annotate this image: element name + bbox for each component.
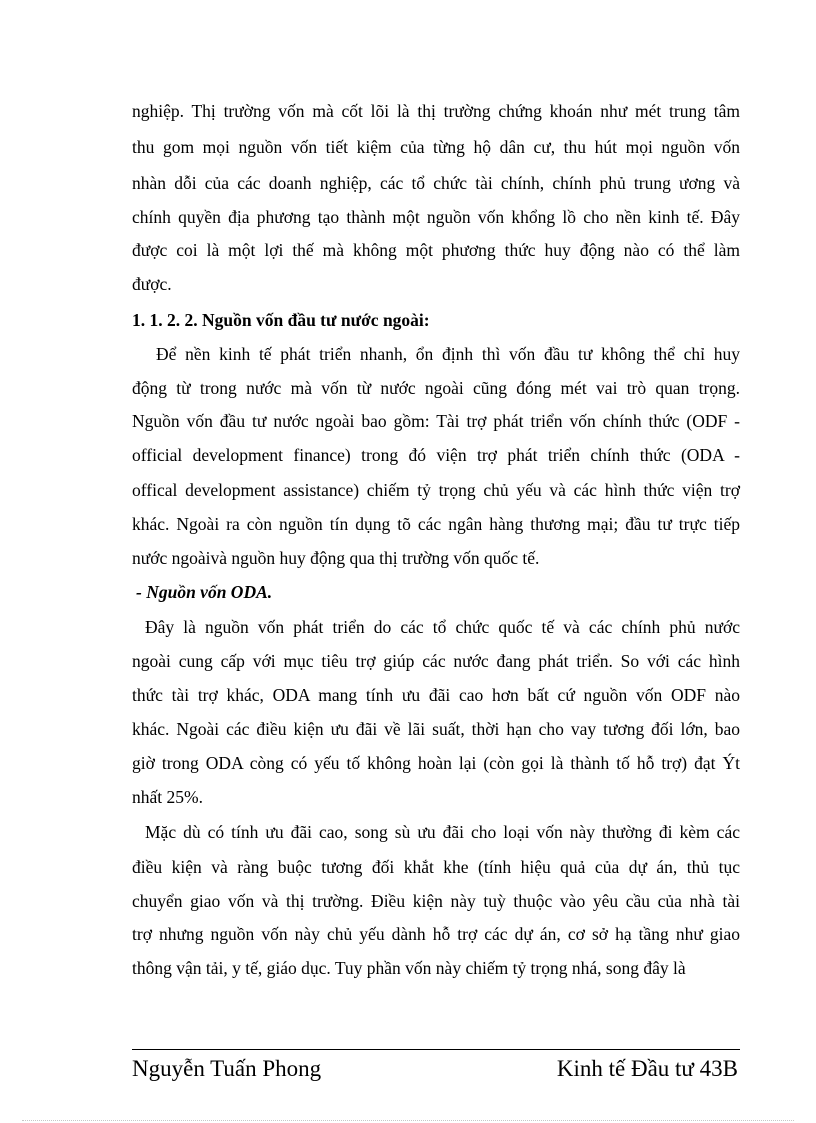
text-line: được coi là một lợi thế mà không một phương thức huy động nào có thể làm xyxy=(132,240,740,260)
subheading-oda: - Nguồn vốn ODA. xyxy=(136,582,273,602)
footer-divider xyxy=(132,1049,740,1050)
text-line: thức tài trợ khác, ODA mang tính ưu đãi cao hơn bất cứ nguồn vốn ODF nào xyxy=(132,685,740,705)
text-line: thu gom mọi nguồn vốn tiết kiệm của từng hộ dân cư, thu hút mọi nguồn vốn xyxy=(132,137,740,157)
text-line: nhàn dỗi của các doanh nghiệp, các tổ chức tài chính, chính phủ trung ương và xyxy=(132,173,740,193)
text-line: chuyển giao vốn và thị trường. Điều kiện này tuỳ thuộc vào yêu cầu của nhà tài xyxy=(132,891,740,911)
text-line: official development finance) trong đó viện trợ phát triển chính thức (ODA - xyxy=(132,445,740,465)
text-line: ngoài cung cấp với mục tiêu trợ giúp các nước đang phát triển. So với các hình xyxy=(132,651,740,671)
text-line: Nguồn vốn đầu tư nước ngoài bao gồm: Tài trợ phát triển vốn chính thức (ODF - xyxy=(132,411,740,431)
text-line: được. xyxy=(132,274,172,294)
text-line: điều kiện và ràng buộc tương đối khắt khe (tính hiệu quả của dự án, thủ tục xyxy=(132,857,740,877)
text-line: động từ trong nước mà vốn từ nước ngoài cũng đóng mét vai trò quan trọng. xyxy=(132,378,740,398)
footer-class: Kinh tế Đầu tư 43B xyxy=(556,1056,738,1081)
text-line: khác. Ngoài ra còn nguồn tín dụng tõ các ngân hàng thương mại; đầu tư trực tiếp xyxy=(132,514,740,534)
text-line: Mặc dù có tính ưu đãi cao, song sù ưu đãi cho loại vốn này thường đi kèm các xyxy=(145,822,740,842)
text-line: Đây là nguồn vốn phát triển do các tổ chức quốc tế và các chính phủ nước xyxy=(145,617,740,637)
page-edge-divider xyxy=(22,1120,794,1121)
text-line: nước ngoàivà nguồn huy động qua thị trường vốn quốc tế. xyxy=(132,548,540,568)
text-line: trợ nhưng nguồn vốn này chủ yếu dành hỗ trợ các dự án, cơ sở hạ tầng như giao xyxy=(132,924,740,944)
text-line: giờ trong ODA còng có yếu tố không hoàn lại (còn gọi là thành tố hỗ trợ) đạt Ýt xyxy=(132,753,740,773)
text-line: Để nền kinh tế phát triển nhanh, ổn định thì vốn đầu tư không thể chỉ huy xyxy=(156,344,740,364)
text-line: nhất 25%. xyxy=(132,787,203,807)
footer-author: Nguyễn Tuấn Phong xyxy=(132,1056,322,1081)
text-line: chính quyền địa phương tạo thành một nguồn vốn khổng lồ cho nền kinh tế. Đây xyxy=(132,207,740,227)
text-line: offical development assistance) chiếm tỷ trọng chủ yếu và các hình thức viện trợ xyxy=(132,480,740,500)
text-line: khác. Ngoài các điều kiện ưu đãi về lãi suất, thời hạn cho vay tương đối lớn, bao xyxy=(132,719,740,739)
text-line: thông vận tải, y tế, giáo dục. Tuy phần vốn này chiếm tỷ trọng nhá, song đây là xyxy=(132,958,686,978)
text-line: nghiệp. Thị trường vốn mà cốt lõi là thị trường chứng khoán như mét trung tâm xyxy=(132,101,740,121)
section-heading: 1. 1. 2. 2. Nguồn vốn đầu tư nước ngoài: xyxy=(132,310,430,330)
